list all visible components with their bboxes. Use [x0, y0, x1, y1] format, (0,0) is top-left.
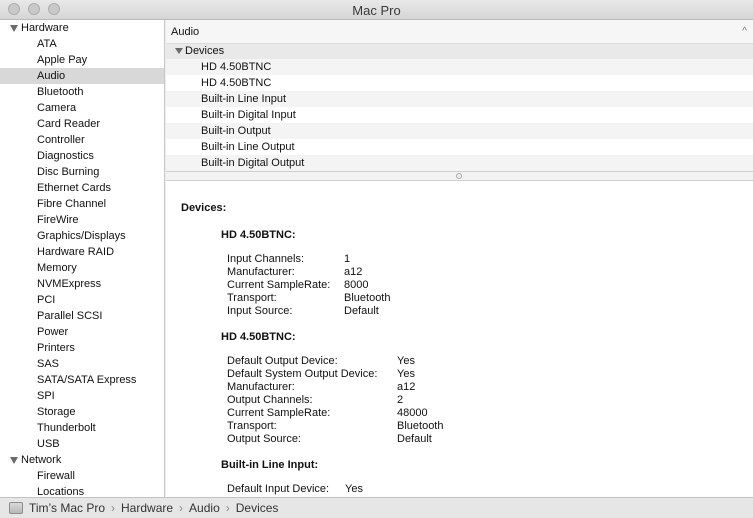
computer-icon — [9, 502, 23, 514]
property-value: Default — [344, 305, 379, 317]
sidebar-item-controller[interactable]: Controller — [37, 134, 85, 146]
property-key: Manufacturer: — [227, 266, 295, 278]
section-title: Audio — [171, 26, 200, 38]
device-list-row[interactable]: Built-in Digital Input — [201, 109, 296, 121]
breadcrumb-item-audio[interactable]: Audio — [189, 501, 220, 515]
path-bar — [0, 497, 753, 518]
sidebar-item-pci[interactable]: PCI — [37, 294, 56, 306]
property-value: 8000 — [344, 279, 369, 291]
device-properties — [227, 253, 753, 318]
sidebar-item-hardware-raid[interactable]: Hardware RAID — [37, 246, 115, 258]
breadcrumb-separator: › — [111, 501, 116, 515]
sidebar-item-ethernet-cards[interactable]: Ethernet Cards — [37, 182, 111, 194]
property-row — [227, 292, 753, 305]
sidebar-item-ata[interactable]: ATA — [37, 38, 57, 50]
sidebar-item-firewire[interactable]: FireWire — [37, 214, 79, 226]
property-value: Yes — [397, 355, 415, 367]
device-list-row[interactable]: Built-in Line Input — [166, 91, 753, 107]
breadcrumb-separator: › — [225, 501, 230, 515]
property-row — [227, 407, 753, 420]
sidebar-item-spi[interactable]: SPI — [37, 390, 55, 402]
property-key: Default Output Device: — [227, 355, 338, 367]
sidebar-item-apple-pay[interactable]: Apple Pay — [37, 54, 88, 66]
property-key: Input Channels: — [227, 253, 305, 265]
sidebar-item-bluetooth[interactable]: Bluetooth — [37, 86, 84, 98]
breadcrumb-separator: › — [179, 501, 184, 515]
sidebar-item-nvmexpress[interactable]: NVMExpress — [37, 278, 102, 290]
property-value: Bluetooth — [344, 292, 391, 304]
breadcrumb-item-devices[interactable]: Devices — [235, 501, 279, 515]
sidebar-item-firewall[interactable]: Firewall — [37, 470, 75, 482]
detail-heading: Devices: — [181, 202, 227, 214]
detail-view — [166, 190, 753, 497]
section-header — [166, 20, 753, 44]
breadcrumb — [29, 501, 278, 515]
sidebar-category-hardware[interactable] — [0, 20, 164, 36]
sidebar-item-memory[interactable]: Memory — [37, 262, 77, 274]
sidebar-item-disc-burning[interactable]: Disc Burning — [37, 166, 100, 178]
sidebar-item-audio[interactable]: Audio — [0, 68, 164, 84]
property-row — [227, 266, 753, 279]
property-key: Current SampleRate: — [227, 279, 331, 291]
pane-splitter[interactable] — [166, 171, 753, 181]
property-value: Yes — [397, 368, 415, 380]
property-key: Transport: — [227, 292, 277, 304]
sidebar-category-network[interactable] — [0, 452, 164, 468]
sidebar-item-card-reader[interactable]: Card Reader — [37, 118, 100, 130]
property-row — [227, 394, 753, 407]
property-row — [227, 279, 753, 292]
sidebar-item-sas[interactable]: SAS — [37, 358, 60, 370]
property-key: Output Source: — [227, 433, 301, 445]
sidebar-item-storage[interactable]: Storage — [37, 406, 76, 418]
property-row — [227, 483, 753, 496]
devices-list — [166, 59, 753, 171]
property-value: Yes — [345, 483, 363, 495]
property-value: 48000 — [397, 407, 428, 419]
title-bar — [0, 0, 753, 20]
property-value: a12 — [344, 266, 363, 278]
disclosure-triangle-icon[interactable] — [10, 457, 18, 464]
property-row — [227, 305, 753, 318]
property-value: 1 — [344, 253, 351, 265]
property-key: Input Source: — [227, 305, 293, 317]
breadcrumb-item-tim-s-mac-pro[interactable]: Tim’s Mac Pro — [29, 501, 106, 515]
breadcrumb-item-hardware[interactable]: Hardware — [121, 501, 174, 515]
property-row — [227, 368, 753, 381]
device-list-row[interactable]: HD 4.50BTNC — [201, 77, 272, 89]
content-pane — [166, 20, 753, 497]
disclosure-triangle-icon[interactable] — [175, 48, 183, 54]
sidebar-category-label: Hardware — [21, 22, 69, 34]
sidebar-item-graphics-displays[interactable]: Graphics/Displays — [37, 230, 126, 242]
sidebar-item-thunderbolt[interactable]: Thunderbolt — [37, 422, 96, 434]
devices-group-label: Devices — [185, 45, 225, 57]
sidebar-item-usb[interactable]: USB — [37, 438, 60, 450]
sidebar-item-diagnostics[interactable]: Diagnostics — [37, 150, 94, 162]
property-row — [227, 420, 753, 433]
device-title: HD 4.50BTNC: — [221, 229, 296, 241]
sidebar-item-camera[interactable]: Camera — [37, 102, 77, 114]
disclosure-triangle-icon[interactable] — [10, 25, 18, 32]
device-properties — [227, 355, 753, 446]
device-list-row[interactable]: HD 4.50BTNC — [166, 59, 753, 75]
sidebar-item-fibre-channel[interactable]: Fibre Channel — [37, 198, 107, 210]
sidebar[interactable] — [0, 20, 165, 497]
property-key: Output Channels: — [227, 394, 313, 406]
device-title: HD 4.50BTNC: — [221, 331, 296, 343]
collapse-chevron-icon[interactable]: ^ — [742, 26, 747, 37]
property-row — [227, 253, 753, 266]
sidebar-item-sata-sata-express[interactable]: SATA/SATA Express — [37, 374, 137, 386]
property-row — [227, 355, 753, 368]
property-key: Manufacturer: — [227, 381, 295, 393]
device-list-row[interactable]: Built-in Output — [166, 123, 753, 139]
property-key: Default Input Device: — [227, 483, 330, 495]
sidebar-item-parallel-scsi[interactable]: Parallel SCSI — [37, 310, 103, 322]
device-properties — [227, 483, 753, 496]
property-value: a12 — [397, 381, 416, 393]
sidebar-item-printers[interactable]: Printers — [37, 342, 75, 354]
device-title: Built-in Line Input: — [221, 459, 319, 471]
device-list-row[interactable]: Built-in Line Output — [201, 141, 295, 153]
devices-group-header[interactable] — [166, 44, 753, 59]
property-value: Bluetooth — [397, 420, 444, 432]
property-value: 2 — [397, 394, 404, 406]
property-key: Default System Output Device: — [227, 368, 378, 380]
sidebar-item-locations[interactable]: Locations — [37, 486, 85, 497]
property-key: Transport: — [227, 420, 277, 432]
property-key: Current SampleRate: — [227, 407, 331, 419]
window-title: Mac Pro — [352, 3, 401, 18]
property-row — [227, 381, 753, 394]
property-value: Default — [397, 433, 432, 445]
splitter-handle-icon[interactable] — [456, 173, 462, 179]
sidebar-category-label: Network — [21, 454, 62, 466]
device-list-row[interactable]: Built-in Digital Output — [166, 155, 753, 171]
sidebar-item-power[interactable]: Power — [37, 326, 69, 338]
property-row — [227, 433, 753, 446]
